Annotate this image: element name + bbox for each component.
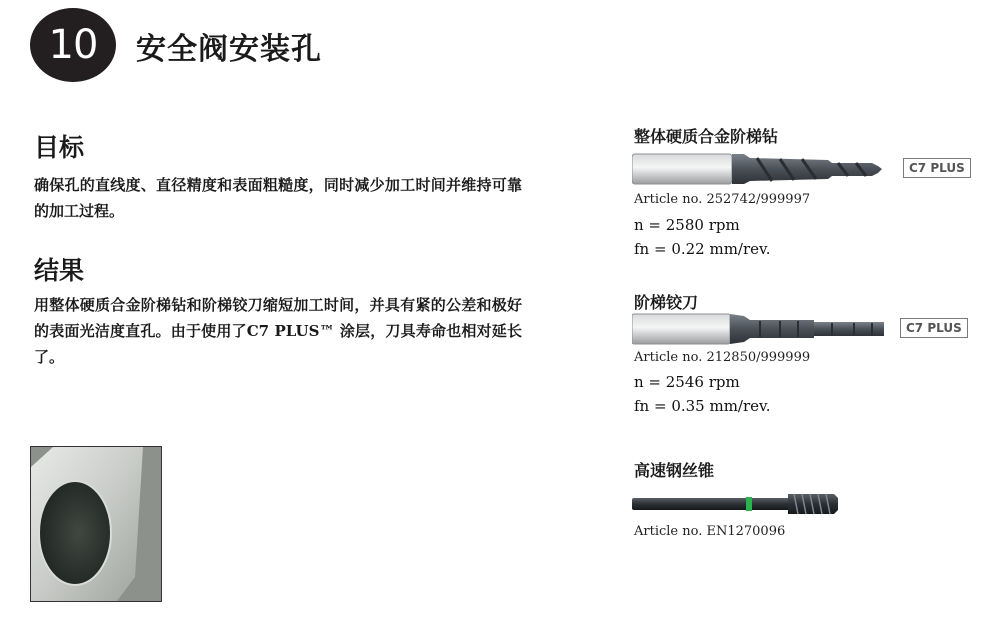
step-reamer-icon — [632, 312, 888, 346]
article-tap: Article no. EN1270096 — [634, 524, 786, 539]
goal-heading: 目标 — [34, 133, 85, 162]
speed-step-drill: n = 2580 rpm — [634, 216, 740, 234]
tool-name-tap: 高速钢丝锥 — [634, 461, 715, 480]
result-heading: 结果 — [34, 256, 85, 285]
tap-icon — [632, 490, 840, 518]
c7-plus-tag-drill: C7 PLUS — [903, 158, 971, 178]
feed-step-reamer: fn = 0.35 mm/rev. — [634, 397, 771, 415]
article-step-drill: Article no. 252742/999997 — [634, 192, 811, 207]
page-title: 安全阀安装孔 — [136, 32, 322, 67]
section-number: 10 — [48, 22, 98, 68]
result-text: 用整体硬质合金阶梯钻和阶梯铰刀缩短加工时间，并具有紧的公差和极好的表面光洁度直孔。由于使用了C7 PLUS™ 涂层，刀具寿命也相对延长了。 — [34, 296, 522, 366]
feed-step-drill: fn = 0.22 mm/rev. — [634, 240, 771, 258]
tool-name-step-reamer: 阶梯铰刀 — [634, 293, 699, 312]
tool-name-step-drill: 整体硬质合金阶梯钻 — [634, 127, 779, 146]
machined-hole-photo-icon — [31, 447, 161, 601]
goal-text: 确保孔的直线度、直径精度和表面粗糙度，同时减少加工时间并维持可靠的加工过程。 — [34, 176, 522, 220]
machined-hole-photo — [30, 446, 162, 602]
section-number-badge — [30, 8, 116, 82]
step-drill-icon — [632, 152, 884, 186]
speed-step-reamer: n = 2546 rpm — [634, 373, 740, 391]
c7-plus-tag-reamer: C7 PLUS — [900, 318, 968, 338]
article-step-reamer: Article no. 212850/999999 — [634, 350, 811, 365]
